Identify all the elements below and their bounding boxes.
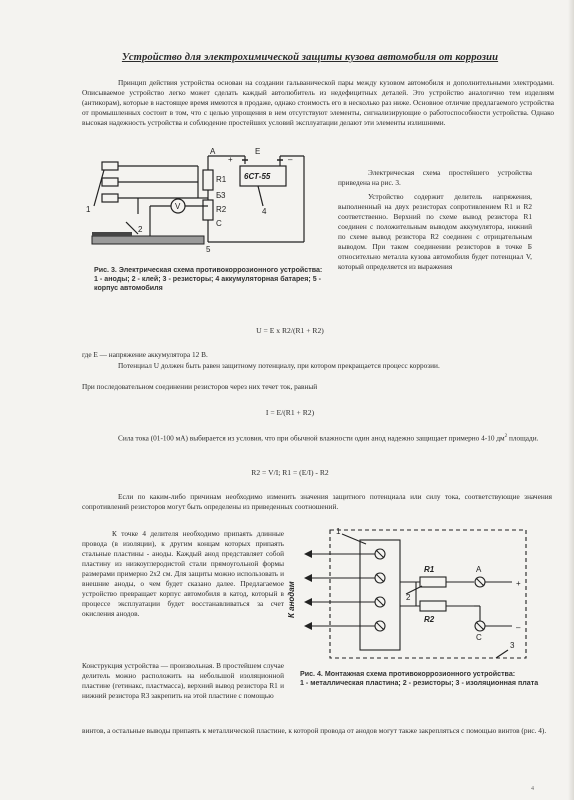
label-n2: 2 bbox=[406, 593, 411, 602]
intro-paragraph: Принцип действия устройства основан на создании гальванической пары между кузовом автомобиля и дополнительными электродами. Описываемое устройство легко может сделать каждый автолюбитель из недефицитных деталей. Это устройство аналогично тем изделиям (антикорам), которые в настоящее время имеются в продаже, однако стоимость его в несколько раз ниже. Основное отличие предлагаемого устройства от промышленных состоит в том, что с целью упрощения в нем отсутствуют элементы, сигнализирующие о работоспособности устройства. Однако высокая надежность устройства и соблюдение простейших условий эксплуатации делают эти элементы излишними. bbox=[82, 78, 554, 127]
construction-paragraph-end: винтов, а остальные выводы припаять к металлической пластине, к которой провода от анодов могут также закрепляться с помощью винтов (рис. 4). bbox=[82, 726, 547, 735]
battery-voltage-note: где E — напряжение аккумулятора 12 В. bbox=[82, 350, 208, 359]
anode-2 bbox=[102, 178, 118, 186]
figure-4-caption-body: 1 - металлическая пластина; 2 - резисторы; 3 - изоляционная плата bbox=[300, 679, 539, 688]
figure-3-caption-body: 1 - аноды; 2 - клей; 3 - резисторы; 4 аккумуляторная батарея; 5 - корпус автомобиля bbox=[94, 275, 321, 293]
label-a: A bbox=[476, 565, 482, 574]
figure-4-caption-title: Рис. 4. Монтажная схема противокоррозионного устройства: bbox=[300, 670, 516, 678]
label-n1: 1 bbox=[86, 205, 91, 214]
label-minus: – bbox=[516, 623, 521, 632]
arrow-4-icon bbox=[304, 622, 312, 630]
label-voltmeter: V bbox=[175, 202, 181, 211]
figure-3-svg bbox=[80, 148, 342, 260]
scan-edge bbox=[568, 0, 574, 800]
label-plus: + bbox=[516, 579, 521, 588]
document-title: Устройство для электрохимической защиты кузова автомобиля от коррозии bbox=[121, 52, 499, 63]
label-n5: 5 bbox=[206, 245, 211, 254]
area-unit-exponent: 2 bbox=[504, 434, 508, 439]
arrow-1-icon bbox=[304, 550, 312, 558]
formula-resistors: R2 = V/I; R1 = (E/I) - R2 bbox=[251, 468, 329, 477]
figure-3-caption bbox=[94, 266, 334, 294]
current-paragraph-text: Сила тока (01-100 мА) выбирается из условия, что при обычной влажности один анод надежно защищает примерно 4-10 дм bbox=[118, 433, 505, 443]
potential-paragraph: Потенциал U должен быть равен защитному потенциалу, при котором прекращается процесс коррозии. bbox=[118, 361, 440, 370]
figure-4-caption bbox=[300, 670, 540, 688]
label-r1: R1 bbox=[216, 175, 227, 184]
figure-3-circuit bbox=[80, 148, 342, 260]
car-body-plate bbox=[92, 236, 204, 244]
metal-plate bbox=[360, 540, 400, 650]
insulating-board bbox=[330, 530, 526, 658]
label-r2: R2 bbox=[216, 205, 227, 214]
anode-1 bbox=[102, 162, 118, 170]
anodes-paragraph: К точке 4 делителя необходимо припаять длинные провода (в изоляции), к другим концам которых припаять стальные пластины - аноды. Каждый анод представляет собой пластину из низкоуглеродистой стали прямоугольной формы размерами примерно 2x2 см. Для защиты можно использовать и внешние аноды, о чем будет сказано далее. Предлагаемое устройство превращает корпус автомобиля в катод, который в процессе эксплуатации будет восстанавливаться за счет окисления анодов. bbox=[82, 529, 284, 618]
label-to-anodes: К анодам bbox=[287, 581, 296, 618]
page-number: 4 bbox=[531, 786, 534, 792]
arrow-3-icon bbox=[304, 598, 312, 606]
label-n1: 1 bbox=[336, 527, 341, 536]
formula-voltage: U = E x R2/(R1 + R2) bbox=[256, 326, 324, 335]
label-n4: 4 bbox=[262, 207, 267, 216]
label-n3: 3 bbox=[510, 641, 515, 650]
formula-current: I = E/(R1 + R2) bbox=[265, 408, 315, 417]
label-plus: + bbox=[228, 155, 233, 164]
glue-layer bbox=[92, 232, 132, 236]
figure-4-mounting bbox=[287, 522, 540, 662]
resistor-r2 bbox=[420, 601, 446, 611]
label-c: С bbox=[216, 219, 222, 228]
label-n3: 3 bbox=[221, 191, 226, 200]
current-intro: При последовательном соединении резисторов через них течет ток, равный bbox=[82, 382, 318, 391]
divider-paragraph: Устройство содержит делитель напряжения, выполненный на двух резисторах сопротивлением R1 и R2 соответственно. Верхний по схеме вывод резистора R1 соединен с положительным выводом аккумулятора, нижний по схеме вывод резистора R2 соединен с отрицательным выводом. При таком соединении резисторов в точке Б относительно металла кузова автомобиля будет потенциал V, который определяется из выражения bbox=[338, 192, 532, 271]
label-r2: R2 bbox=[424, 615, 435, 624]
figure-4-svg bbox=[287, 522, 540, 662]
current-paragraph bbox=[82, 432, 552, 443]
label-c: C bbox=[476, 633, 482, 642]
label-b: Б bbox=[216, 191, 222, 200]
label-a: А bbox=[210, 147, 216, 156]
figure-3-caption-title: Рис. 3. Электрическая схема противокоррозионного устройства: bbox=[94, 266, 323, 274]
anode-3 bbox=[102, 194, 118, 202]
current-paragraph-end: площади. bbox=[507, 433, 539, 443]
arrow-2-icon bbox=[304, 574, 312, 582]
label-n2: 2 bbox=[138, 225, 143, 234]
label-r1: R1 bbox=[424, 565, 435, 574]
resistor-r2 bbox=[203, 200, 213, 220]
adjustment-paragraph: Если по каким-либо причинам необходимо изменить значения защитного потенциала или силу тока, соответствующие значения сопротивлений резисторов могут быть определены из приведенных соотношений. bbox=[82, 492, 552, 511]
label-battery: 6СТ-55 bbox=[244, 172, 271, 181]
fig3-intro-paragraph: Электрическая схема простейшего устройства приведена на рис. 3. bbox=[338, 168, 532, 187]
resistor-r1 bbox=[420, 577, 446, 587]
resistor-r1 bbox=[203, 170, 213, 190]
label-e: E bbox=[255, 147, 261, 156]
label-minus: – bbox=[288, 155, 293, 164]
construction-paragraph: Конструкция устройства — произвольная. В простейшем случае делитель можно расположить на небольшой изоляционной пластине (гетинакс, пластмасса), верхний вывод резистора R1 и нижний резистора R3 закрепить на этой пластине с помощью bbox=[82, 661, 284, 700]
